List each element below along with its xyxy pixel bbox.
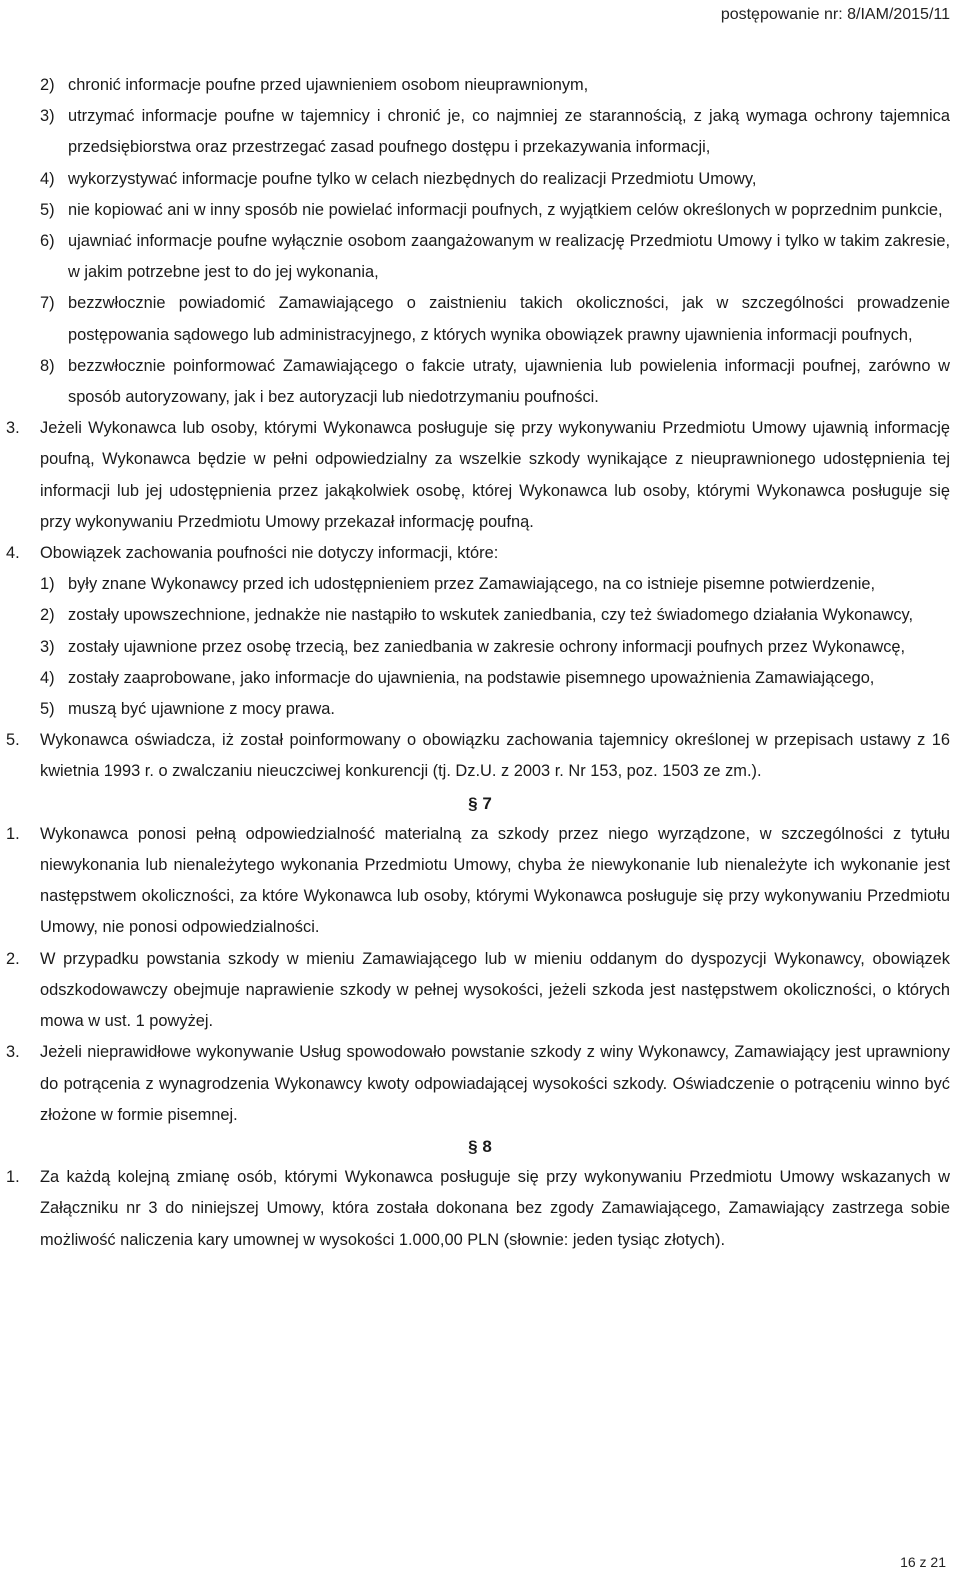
item-text: Jeżeli nieprawidłowe wykonywanie Usług spowodowało powstanie szkody z winy Wykonawcy, Zamawiający jest uprawniony do potrącenia z wynagrodzenia Wykonawcy kwoty odpowiadającej wysokości szkody. Oświadczenie o potrąceniu winno być złożone w formie pisemnej. xyxy=(40,1043,950,1124)
numbered-paragraph xyxy=(0,413,960,538)
item-number: 3. xyxy=(6,419,20,438)
list-item xyxy=(0,226,960,288)
item-number: 2) xyxy=(40,76,55,94)
item-number: 2. xyxy=(6,949,20,968)
numbered-paragraph xyxy=(0,538,960,569)
page-number: 16 z 21 xyxy=(900,1554,946,1570)
item-number: 5) xyxy=(40,700,55,719)
item-text: muszą być ujawnione z mocy prawa. xyxy=(68,700,335,719)
item-text: ujawniać informacje poufne wyłącznie osobom zaangażowanym w realizację Przedmiotu Umowy i tylko w takim zakresie, w jakim potrzebne jest to do jej wykonania, xyxy=(68,232,950,282)
item-number: 1. xyxy=(6,1168,20,1187)
section-heading: § 8 xyxy=(468,1136,492,1156)
item-number: 3) xyxy=(40,107,55,126)
item-number: 5. xyxy=(6,731,20,750)
item-text: W przypadku powstania szkody w mieniu Zamawiającego lub w mieniu oddanym do dyspozycji Wykonawcy, obowiązek odszkodowawczy obejmuje naprawienie szkody w pełnej wysokości, jeżeli szkoda jest następstwem okoliczności, o których mowa w ust. 1 powyżej. xyxy=(40,949,950,1031)
list-item xyxy=(0,600,960,631)
numbered-paragraph xyxy=(0,819,960,944)
list-item xyxy=(0,70,960,101)
item-number: 2) xyxy=(40,606,55,625)
list-item xyxy=(0,632,960,663)
item-text: Jeżeli Wykonawca lub osoby, którymi Wykonawca posługuje się przy wykonywaniu Przedmiotu Umowy ujawnią informację poufną, Wykonawca będzie w pełni odpowiedzialny za wszelkie szkody wynikające z nieuprawnionego udostępnienia tej informacji lub jej udostępnienia przez jakąkolwiek osobę, której Wykonawca lub osoby, którymi Wykonawca posługuje się przy wykonywaniu Przedmiotu Umowy przekazał informację poufną. xyxy=(40,419,950,531)
list-item xyxy=(0,101,960,163)
list-item xyxy=(0,694,960,725)
numbered-paragraph xyxy=(0,725,960,787)
document-body xyxy=(0,70,960,1256)
list-item xyxy=(0,195,960,226)
item-text: utrzymać informacje poufne w tajemnicy i chronić je, co najmniej ze starannością, z jaką wymaga ochrony tajemnica przedsiębiorstwa oraz przestrzegać zasad poufnego dostępu i przekazywania informacji, xyxy=(68,107,950,157)
list-item xyxy=(0,569,960,600)
list-item xyxy=(0,663,960,694)
item-number: 1) xyxy=(40,575,55,594)
item-text: Wykonawca ponosi pełną odpowiedzialność materialną za szkody przez niego wyrządzone, w szczególności z tytułu niewykonania lub nienależytego wykonania Przedmiotu Umowy, chyba że niewykonanie lub nienależyte ich wykonanie jest następstwem okoliczności, za które Wykonawca lub osoby, którymi Wykonawca posługuje się przy wykonywaniu Przedmiotu Umowy, nie ponosi odpowiedzialności. xyxy=(40,824,950,937)
item-number: 4) xyxy=(40,169,55,188)
item-number: 5) xyxy=(40,200,55,219)
item-text: zostały zaaprobowane, jako informacje do ujawnienia, na podstawie pisemnego upoważnienia Zamawiającego, xyxy=(68,668,875,687)
item-number: 4. xyxy=(6,544,20,563)
list-item xyxy=(0,164,960,195)
item-text: bezzwłocznie poinformować Zamawiającego o fakcie utraty, ujawnienia lub powielenia informacji poufnej, zarówno w sposób autoryzowany, jak i bez autoryzacji lub niedotrzymaniu poufności. xyxy=(68,356,950,407)
document-header: postępowanie nr: 8/IAM/2015/11 xyxy=(720,6,950,23)
item-number: 3. xyxy=(6,1043,20,1062)
list-item xyxy=(0,288,960,350)
item-text: Wykonawca oświadcza, iż został poinformowany o obowiązku zachowania tajemnicy określonej w przepisach ustawy z 16 kwietnia 1993 r. o zwalczaniu nieuczciwej konkurencji (tj. Dz.U. z 2003 r. Nr 153, poz. 1503 ze zm.). xyxy=(40,731,950,781)
item-text: chronić informacje poufne przed ujawnieniem osobom nieuprawnionym, xyxy=(68,76,589,94)
numbered-paragraph xyxy=(0,1037,960,1131)
item-text: były znane Wykonawcy przed ich udostępnieniem przez Zamawiającego, na co istnieje pisemne potwierdzenie, xyxy=(68,575,876,594)
item-number: 1. xyxy=(6,824,20,843)
item-number: 6) xyxy=(40,232,55,251)
item-number: 7) xyxy=(40,294,55,313)
item-text: Za każdą kolejną zmianę osób, którymi Wykonawca posługuje się przy wykonywaniu Przedmiotu Umowy wskazanych w Załączniku nr 3 do niniejszej Umowy, która została dokonana bez zgody Zamawiającego, Zamawiający zastrzega sobie możliwość naliczenia kary umownej w wysokości 1.000,00 PLN (słownie: jeden tysiąc złotych). xyxy=(40,1168,950,1249)
item-text: bezzwłocznie powiadomić Zamawiającego o zaistnieniu takich okoliczności, jak w szczególności prowadzenie postępowania sądowego lub administracyjnego, z których wynika obowiązek prawny ujawnienia informacji poufnych, xyxy=(68,294,950,344)
list-item xyxy=(0,351,960,413)
section-heading: § 7 xyxy=(468,793,492,813)
numbered-paragraph xyxy=(0,944,960,1038)
item-number: 8) xyxy=(40,356,55,375)
item-text: nie kopiować ani w inny sposób nie powielać informacji poufnych, z wyjątkiem celów określonych w poprzednim punkcie, xyxy=(68,200,943,219)
item-number: 3) xyxy=(40,637,55,656)
item-number: 4) xyxy=(40,668,55,687)
item-text: zostały ujawnione przez osobę trzecią, bez zaniedbania w zakresie ochrony informacji poufnych przez Wykonawcę, xyxy=(68,637,906,656)
item-text: Obowiązek zachowania poufności nie dotyczy informacji, które: xyxy=(40,544,499,563)
numbered-paragraph xyxy=(0,1162,960,1256)
item-text: zostały upowszechnione, jednakże nie nastąpiło to wskutek zaniedbania, czy też świadomego działania Wykonawcy, xyxy=(68,606,914,625)
item-text: wykorzystywać informacje poufne tylko w celach niezbędnych do realizacji Przedmiotu Umowy, xyxy=(68,169,757,188)
